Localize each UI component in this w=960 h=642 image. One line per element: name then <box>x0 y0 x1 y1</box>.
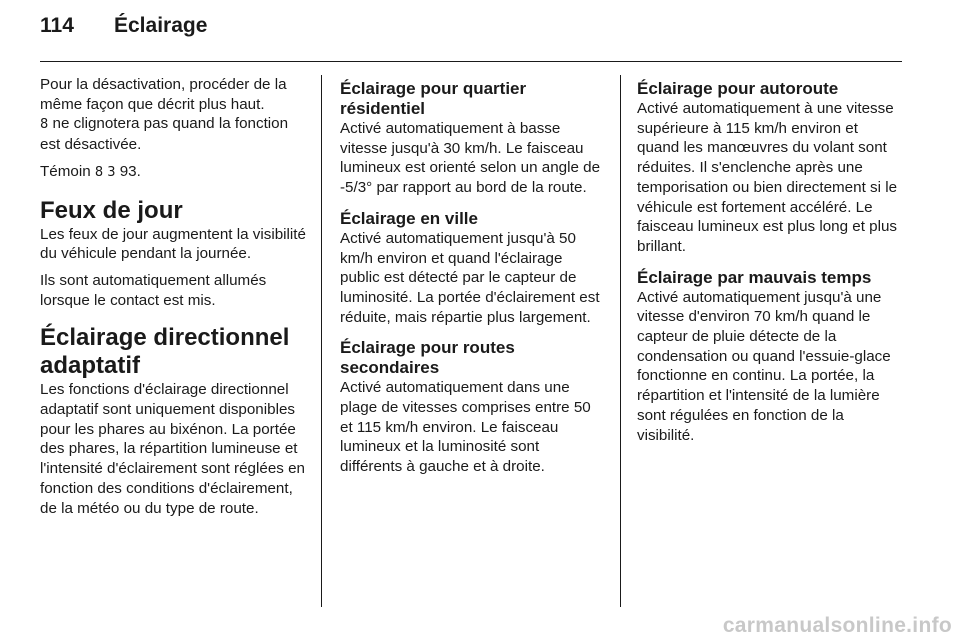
heading-routes-secondaires: Éclairage pour routes secondaires <box>340 338 515 378</box>
temoin-reference <box>40 162 306 183</box>
header-rule <box>40 61 902 62</box>
column-3 <box>637 75 903 452</box>
feux-paragraph-1: Les feux de jour augmentent la visibilité du véhicule pendant la journée. <box>40 225 306 263</box>
ville-paragraph: Activé automatiquement jusqu'à 50 km/h environ et quand l'éclairage public est détecté par le capteur de luminosité. La portée d'éclairement est réduite, mais répartie plus largement. <box>340 229 600 326</box>
indicator-icon: 8 <box>94 164 104 180</box>
page-header <box>40 14 207 50</box>
heading-autoroute: Éclairage pour autoroute <box>637 79 839 98</box>
mauvais-paragraph: Activé automatiquement jusqu'à une vitesse d'environ 70 km/h quand le capteur de pluie détecte de la condensation ou quand l'essuie-glace fonctionne en continu. La portée, la répartition et l'intensité de la lumière sont régulées en fonction de la visibilité. <box>637 288 891 444</box>
heading-feux-de-jour: Feux de jour <box>40 196 183 224</box>
column-2 <box>340 75 605 484</box>
column-divider-1 <box>321 75 322 607</box>
column-1 <box>40 75 306 525</box>
page-number: 114 <box>40 14 74 37</box>
heading-en-ville: Éclairage en ville <box>340 208 478 228</box>
temoin-label: Témoin <box>40 162 95 180</box>
autoroute-paragraph: Activé automatiquement à une vitesse supérieure à 115 km/h environ et quand les manœuvres du volant sont réduites. Il s'enclenche après une temporisation ou bien directement si le véhicule est fortement accéléré. Le faisceau lumineux est plus long et plus brillant. <box>637 100 898 255</box>
feux-paragraph-2: Ils sont automatiquement allumés lorsque le contact est mis. <box>40 271 267 309</box>
heading-eclairage-directionnel: Éclairage directionnel adaptatif <box>40 324 290 380</box>
residentiel-paragraph: Activé automatiquement à basse vitesse jusqu'à 30 km/h. Le faisceau lumineux est orienté selon un angle de -5/3° par rapport au bord de la route. <box>340 120 601 197</box>
temoin-page-link[interactable]: 93. <box>119 162 141 180</box>
indicator-note <box>40 114 306 154</box>
heading-quartier-residentiel: Éclairage pour quartier résidentiel <box>340 79 527 118</box>
routes-paragraph: Activé automatiquement dans une plage de vitesses comprises entre 50 et 115 km/h environ. Le faisceau lumineux et la luminosité sont différents à gauche et à droite. <box>340 379 591 476</box>
column-divider-2 <box>620 75 621 607</box>
adaptatif-paragraph: Les fonctions d'éclairage directionnel adaptatif sont uniquement disponibles pour les phares au bixénon. La portée des phares, la répartition lumineuse et l'intensité d'éclairement sont réglées en fonction des conditions d'éclairement, de la météo ou du type de route. <box>40 381 305 517</box>
page-title: Éclairage <box>114 14 208 37</box>
intro-paragraph: Pour la désactivation, procéder de la même façon que décrit plus haut. <box>40 76 287 113</box>
heading-mauvais-temps: Éclairage par mauvais temps <box>637 267 872 287</box>
indicator-note-text: ne clignotera pas quand la fonction est désactivée. <box>40 115 289 154</box>
watermark: carmanualsonline.info <box>722 614 952 637</box>
page-ref-arrow-icon: 3 <box>103 164 120 180</box>
indicator-icon: 8 <box>40 117 49 133</box>
